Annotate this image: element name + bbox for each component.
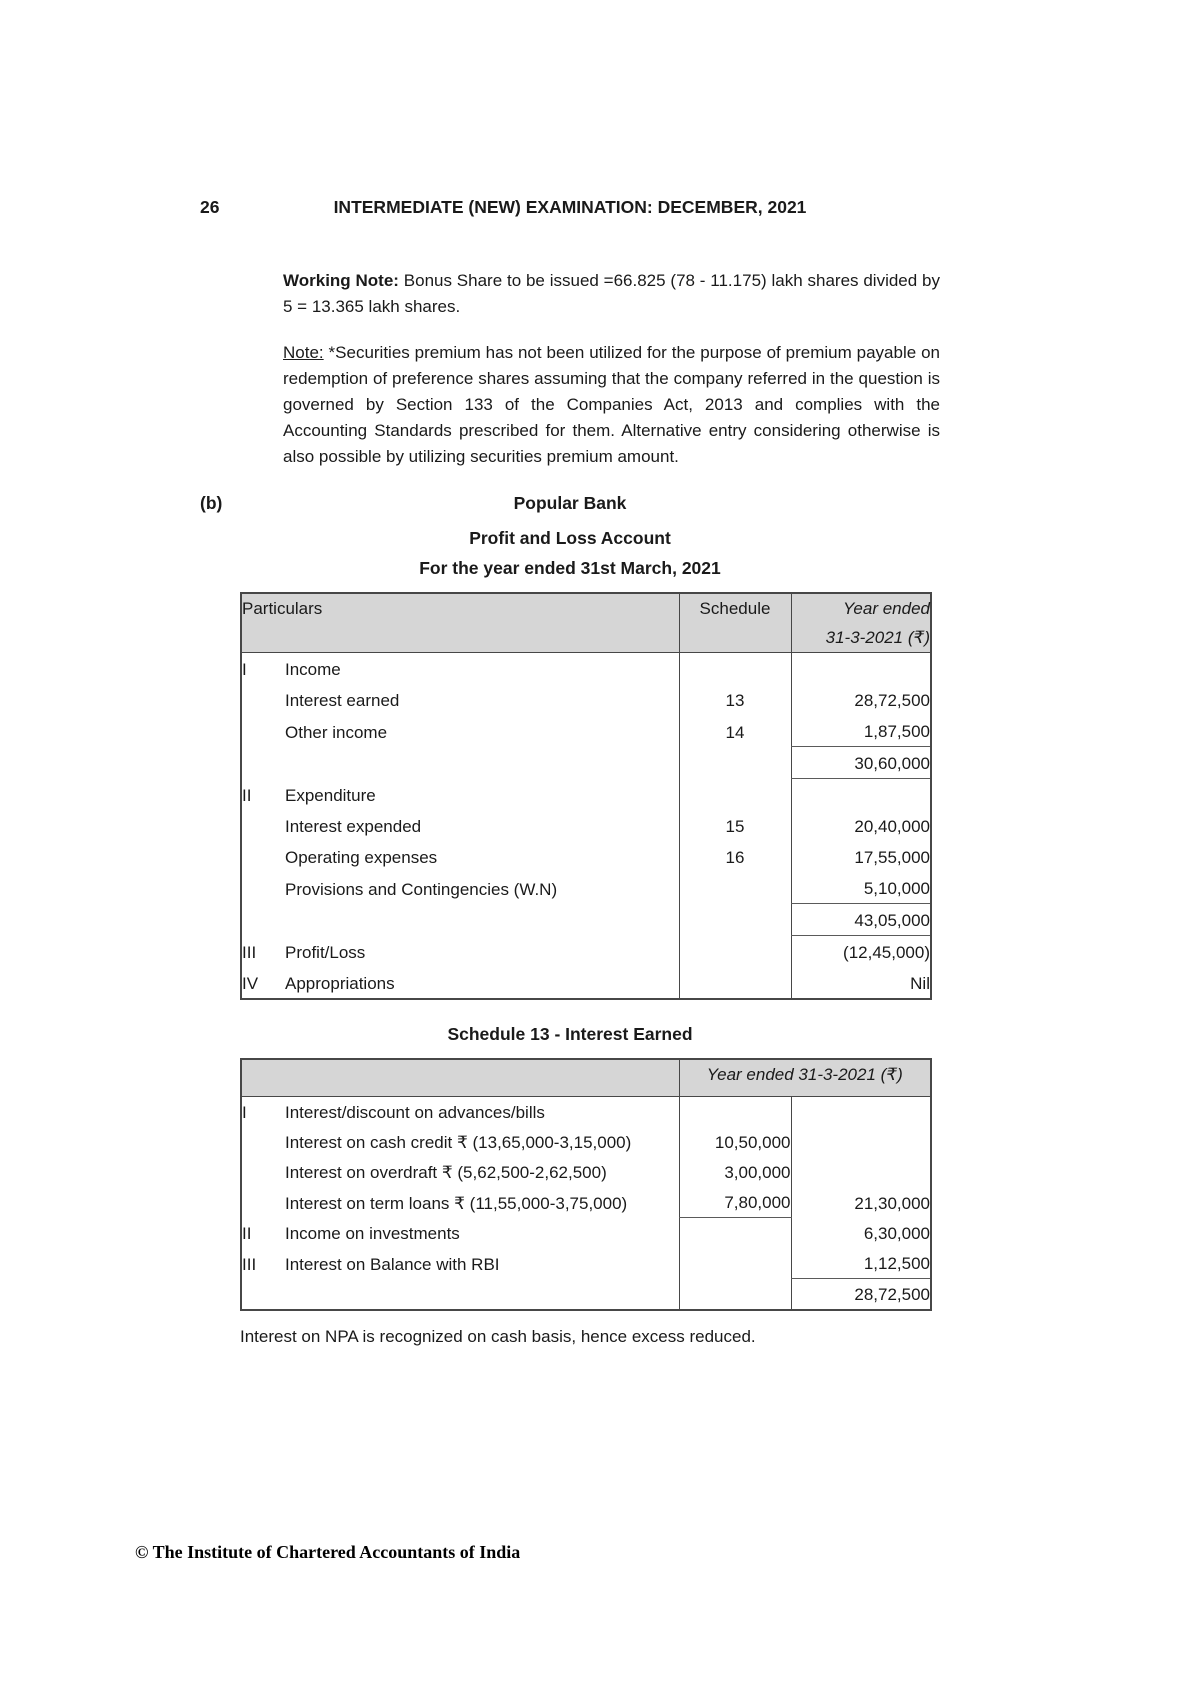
table-row: [241, 779, 931, 811]
table-row: [241, 1127, 931, 1157]
cell-schedule: 14: [679, 715, 791, 747]
cell-amount-detail: [679, 1097, 791, 1128]
header-particulars: Particulars: [241, 593, 679, 653]
profit-loss-table: [240, 592, 932, 1000]
header-year-ended: Year ended 31-3-2021 (₹): [679, 1059, 931, 1097]
section-b-heading: [200, 493, 940, 514]
table-header-row: [241, 1059, 931, 1097]
header-year-ended: [791, 593, 931, 653]
cell-schedule: [679, 872, 791, 904]
table-row: [241, 936, 931, 968]
cell-amount-total: [791, 1127, 931, 1157]
cell-particulars: [285, 1279, 679, 1311]
cell-amount: 17,55,000: [791, 841, 931, 872]
cell-numeral: I: [242, 1103, 247, 1122]
cell-numeral: II: [242, 1224, 252, 1243]
header-year-line2: 31-3-2021 (₹): [825, 628, 930, 647]
header-schedule: Schedule: [679, 593, 791, 653]
header-year-line1: Year ended: [843, 599, 930, 618]
cell-schedule: [679, 747, 791, 779]
cell-amount: 5,10,000: [791, 872, 931, 904]
working-note-text: Bonus Share to be issued =66.825 (78 - 11.175) lakh shares divided by 5 = 13.365 lakh shares.: [283, 271, 940, 316]
cell-amount-detail: 3,00,000: [679, 1157, 791, 1187]
table-row: [241, 904, 931, 936]
cell-numeral: [241, 841, 285, 872]
cell-particulars: Interest on term loans ₹ (11,55,000-3,75,000): [285, 1193, 628, 1213]
cell-particulars: Other income: [285, 722, 388, 742]
cell-amount: 28,72,500: [791, 684, 931, 715]
part-label: (b): [200, 493, 223, 513]
cell-schedule: [679, 936, 791, 968]
table-row: [241, 1157, 931, 1187]
cell-particulars: [285, 904, 679, 936]
cell-numeral: [241, 684, 285, 715]
table-row: [241, 1097, 931, 1128]
cell-amount-detail: [679, 1248, 791, 1279]
cell-amount: [791, 653, 931, 685]
cell-particulars: Provisions and Contingencies (W.N): [285, 879, 558, 899]
table-row: [241, 1248, 931, 1279]
cell-numeral: III: [242, 1254, 257, 1274]
cell-amount: 20,40,000: [791, 810, 931, 841]
schedule13-table: [240, 1058, 932, 1311]
page-header: [200, 197, 940, 218]
cell-amount-total: [791, 1157, 931, 1187]
cell-particulars: Interest on Balance with RBI: [285, 1254, 500, 1274]
cell-numeral: [241, 904, 285, 936]
cell-numeral: I: [242, 660, 247, 679]
note-label: Note:: [283, 343, 324, 362]
cell-schedule: [679, 904, 791, 936]
cell-numeral: [241, 1279, 285, 1311]
cell-numeral: [241, 1127, 285, 1157]
cell-numeral: [241, 1187, 285, 1218]
cell-amount-detail: [679, 1279, 791, 1311]
working-note-paragraph: [283, 268, 940, 320]
header-blank: [241, 1059, 679, 1097]
cell-numeral: [241, 1157, 285, 1187]
cell-schedule: 13: [679, 684, 791, 715]
cell-amount-total: 21,30,000: [791, 1187, 931, 1218]
cell-schedule: [679, 653, 791, 685]
cell-particulars: Appropriations: [285, 974, 395, 993]
cell-amount: [791, 779, 931, 811]
cell-numeral: IV: [242, 974, 259, 993]
copyright-footer: © The Institute of Chartered Accountants of India: [135, 1542, 521, 1562]
cell-amount-detail: 7,80,000: [679, 1187, 791, 1218]
cell-numeral: [241, 872, 285, 904]
cell-particulars: [285, 747, 679, 779]
cell-particulars: Income: [285, 660, 341, 679]
account-period: For the year ended 31st March, 2021: [419, 558, 721, 578]
page-number: 26: [200, 197, 220, 217]
cell-numeral: III: [242, 943, 257, 962]
cell-amount-grand-total: 28,72,500: [791, 1279, 931, 1311]
bank-name: Popular Bank: [513, 493, 627, 513]
cell-particulars: Profit/Loss: [285, 943, 366, 962]
schedule13-title: Schedule 13 - Interest Earned: [447, 1024, 693, 1044]
note-paragraph: [283, 340, 940, 470]
table-row: [241, 653, 931, 685]
cell-amount: 1,87,500: [791, 715, 931, 747]
table-row: [241, 1279, 931, 1311]
cell-amount-detail: 10,50,000: [679, 1127, 791, 1157]
cell-amount-total: [791, 1097, 931, 1128]
cell-schedule: 15: [679, 810, 791, 841]
cell-schedule: 16: [679, 841, 791, 872]
exam-title: INTERMEDIATE (NEW) EXAMINATION: DECEMBER, 2021: [333, 197, 807, 217]
table-header-row: [241, 593, 931, 653]
cell-particulars: Operating expenses: [285, 848, 438, 867]
cell-particulars: Interest/discount on advances/bills: [285, 1103, 545, 1122]
cell-numeral: II: [242, 786, 252, 805]
working-note-label: Working Note:: [283, 271, 399, 290]
cell-particulars: Interest expended: [285, 817, 422, 836]
table-row: [241, 841, 931, 872]
cell-particulars: Expenditure: [285, 786, 376, 805]
cell-particulars: Interest on overdraft ₹ (5,62,500-2,62,500): [285, 1163, 607, 1182]
cell-amount-subtotal: 43,05,000: [791, 904, 931, 936]
cell-amount: (12,45,000): [791, 936, 931, 968]
cell-particulars: Interest on cash credit ₹ (13,65,000-3,15,000): [285, 1133, 632, 1152]
cell-amount-total: 1,12,500: [791, 1248, 931, 1279]
cell-numeral: [241, 810, 285, 841]
cell-numeral: [241, 747, 285, 779]
table-row: [241, 810, 931, 841]
note-text: *Securities premium has not been utilized for the purpose of premium payable on redemption of preference shares assuming that the company referred in the question is governed by Section 133 of the Companies Act, 2013 and complies with the Accounting Standards prescribed for them. Alternative entry considering otherwise is also possible by utilizing securities premium amount.: [283, 343, 940, 466]
cell-schedule: [679, 779, 791, 811]
table-row: [241, 1218, 931, 1249]
npa-note: Interest on NPA is recognized on cash basis, hence excess reduced.: [240, 1327, 756, 1346]
cell-amount-total: 6,30,000: [791, 1218, 931, 1249]
cell-amount: Nil: [791, 967, 931, 999]
table-row: [241, 872, 931, 904]
table-row: [241, 747, 931, 779]
cell-particulars: Interest earned: [285, 691, 400, 710]
table-row: [241, 1187, 931, 1218]
table-row: [241, 684, 931, 715]
table-row: [241, 967, 931, 999]
cell-amount-detail: [679, 1218, 791, 1249]
cell-numeral: [241, 715, 285, 747]
cell-amount-subtotal: 30,60,000: [791, 747, 931, 779]
cell-particulars: Income on investments: [285, 1224, 460, 1243]
table-row: [241, 715, 931, 747]
account-title: Profit and Loss Account: [469, 528, 671, 548]
cell-schedule: [679, 967, 791, 999]
